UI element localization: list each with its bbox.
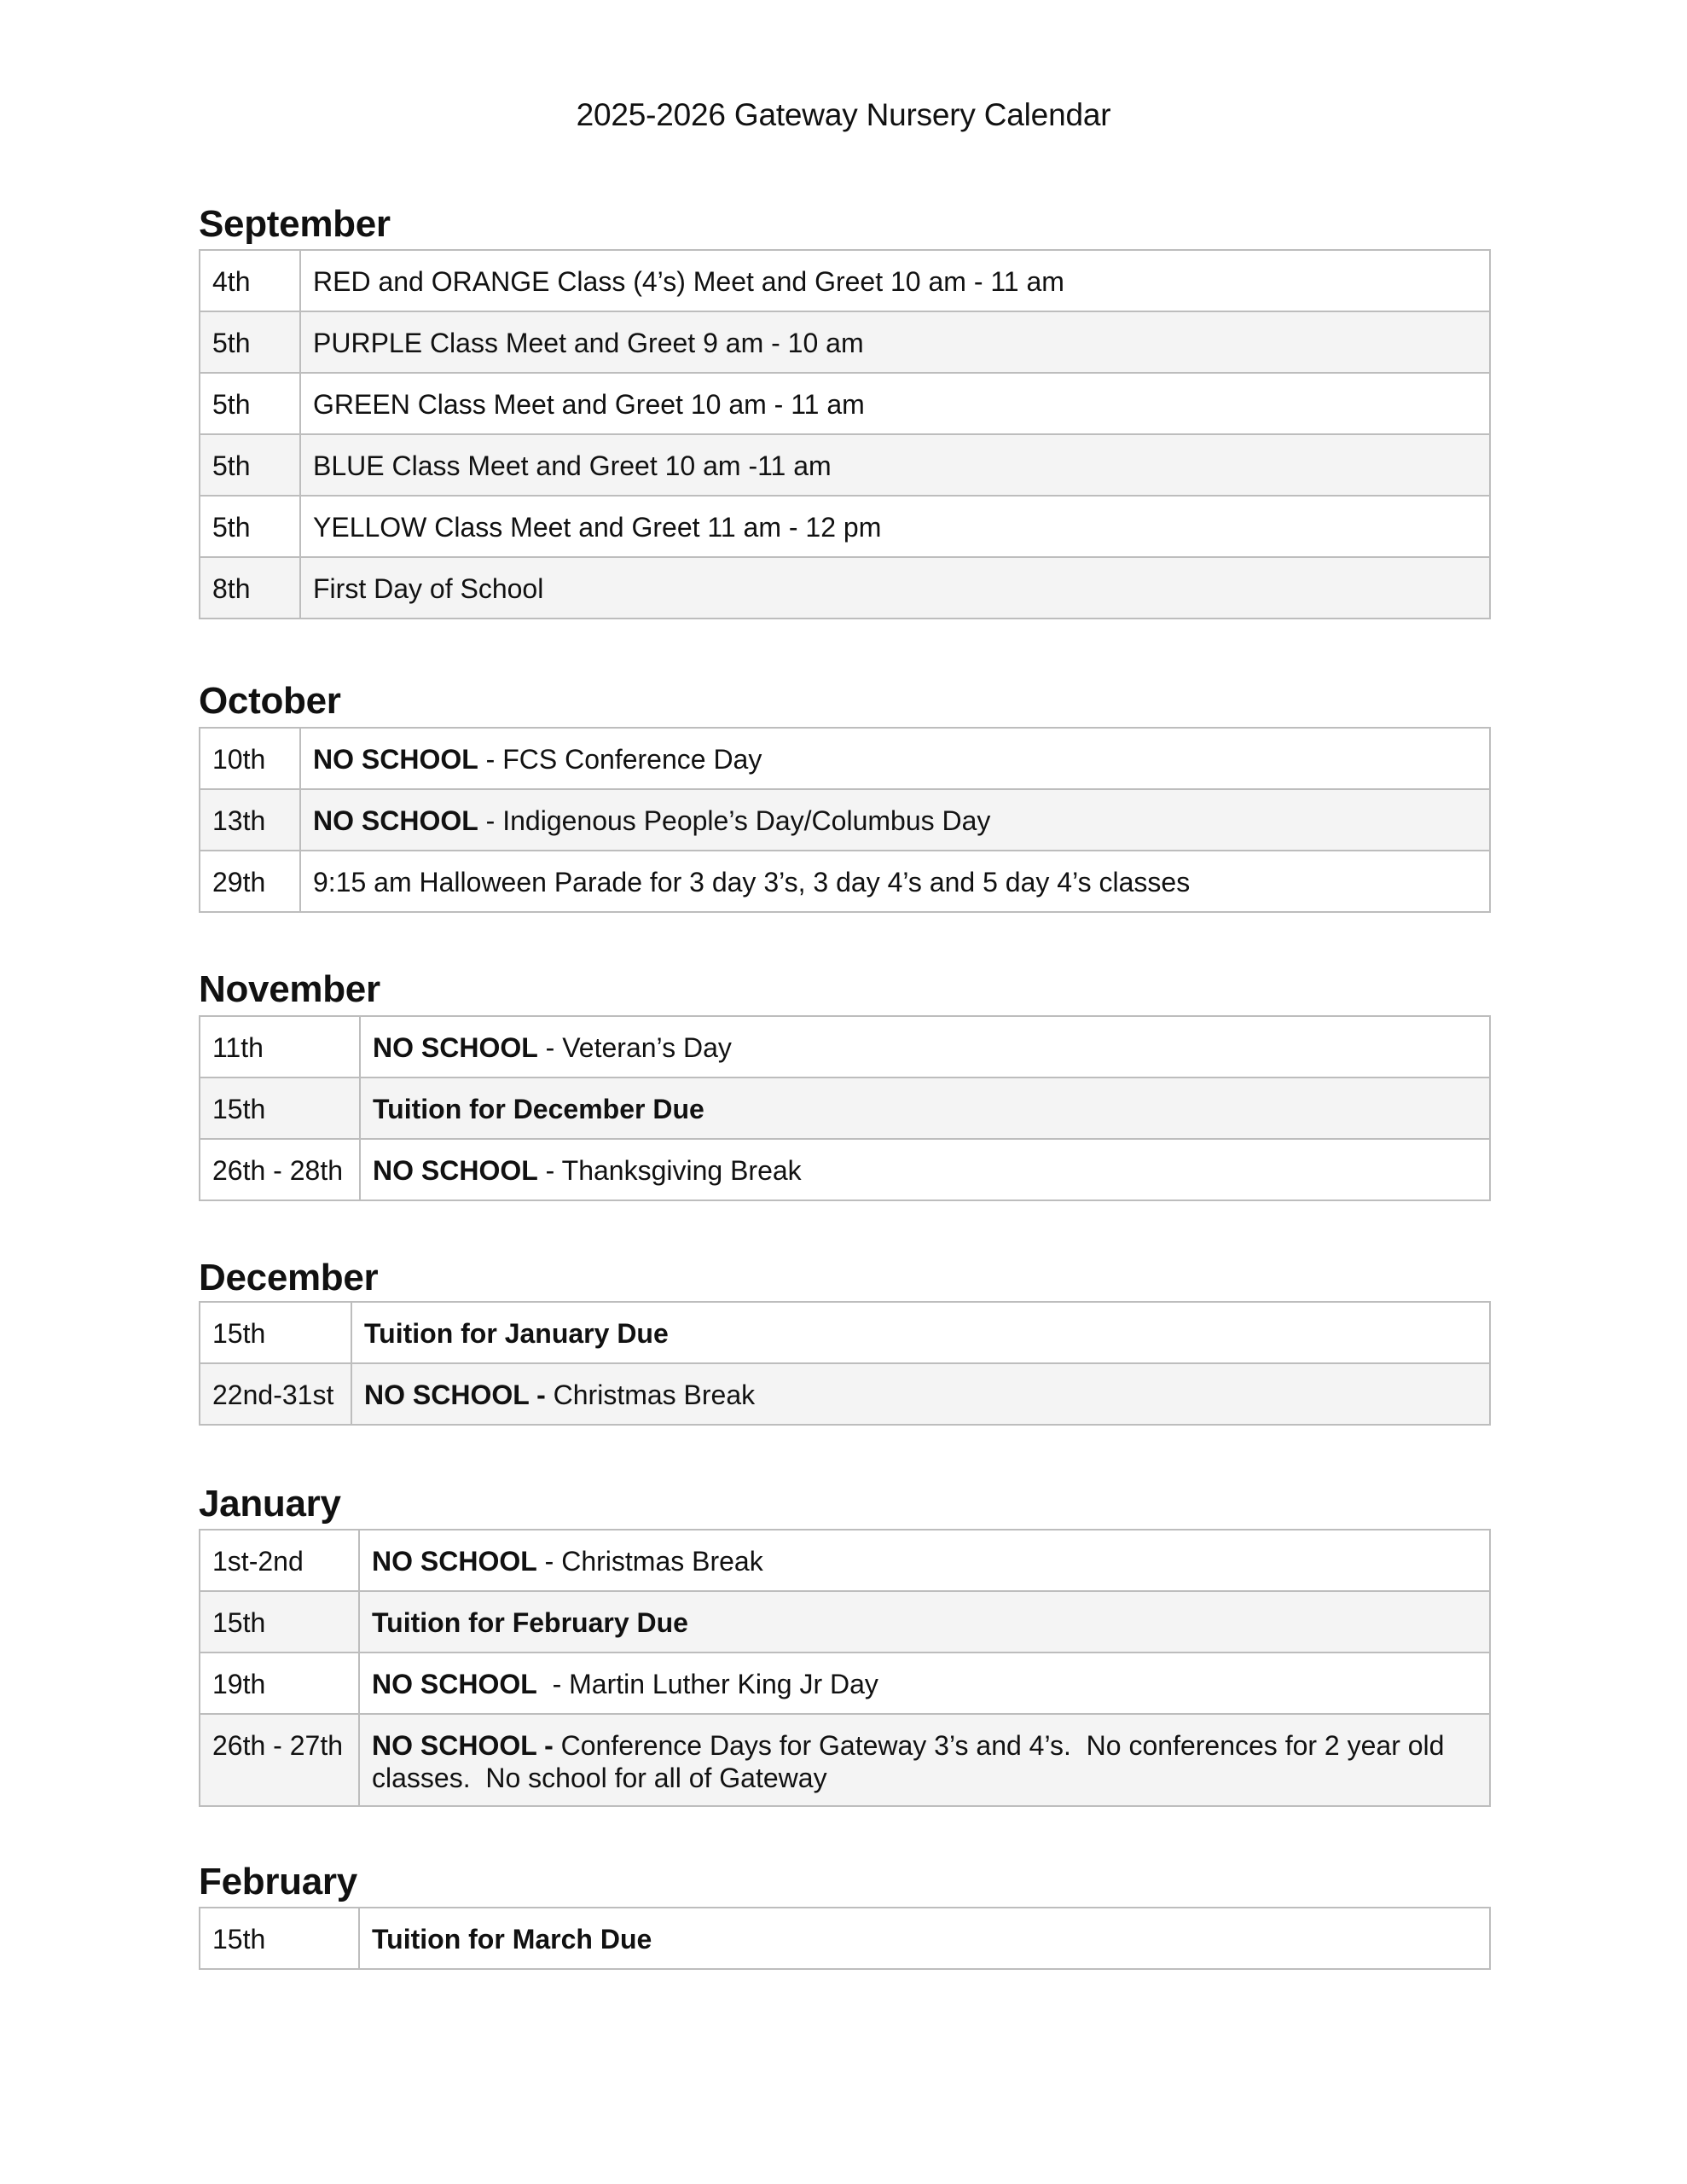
event-description xyxy=(373,1017,1477,1075)
event-bold-text: Tuition for December Due xyxy=(373,1094,704,1124)
event-date: 8th xyxy=(212,573,251,604)
event-description xyxy=(364,1303,1477,1361)
table-row xyxy=(200,789,1490,851)
event-date: 29th xyxy=(212,867,266,897)
event-description xyxy=(313,497,1477,555)
table-row xyxy=(200,728,1490,789)
page-title: 2025-2026 Gateway Nursery Calendar xyxy=(576,97,1111,132)
month-february xyxy=(199,1861,1491,1955)
table-row xyxy=(200,250,1490,311)
table-row xyxy=(200,1653,1490,1714)
table-row xyxy=(200,1139,1490,1200)
event-date: 13th xyxy=(212,805,266,836)
event-description xyxy=(313,374,1477,432)
event-text: - Indigenous People’s Day/Columbus Day xyxy=(478,805,991,836)
event-text: First Day of School xyxy=(313,573,544,604)
event-description xyxy=(313,790,1477,848)
table-row xyxy=(200,851,1490,912)
table-row xyxy=(200,1363,1490,1425)
event-bold-text: NO SCHOOL - xyxy=(372,1730,554,1761)
table-row xyxy=(200,1591,1490,1653)
event-bold-text: NO SCHOOL xyxy=(372,1546,537,1577)
event-date: 5th xyxy=(212,328,251,358)
month-heading: December xyxy=(199,1257,379,1298)
event-description xyxy=(313,435,1477,493)
event-description xyxy=(313,729,1477,787)
event-text: RED and ORANGE Class (4’s) Meet and Greet 10 am - 11 am xyxy=(313,266,1064,297)
event-date: 5th xyxy=(212,389,251,420)
event-bold-text: NO SCHOOL xyxy=(373,1155,538,1186)
event-bold-text: NO SCHOOL xyxy=(313,744,478,775)
event-date: 15th xyxy=(212,1607,266,1638)
event-text: BLUE Class Meet and Greet 10 am -11 am xyxy=(313,450,832,481)
events-table xyxy=(199,249,1491,619)
events-table xyxy=(199,1015,1491,1201)
event-bold-text: NO SCHOOL xyxy=(313,805,478,836)
event-date: 10th xyxy=(212,744,266,775)
events-table xyxy=(199,1301,1491,1426)
event-date: 5th xyxy=(212,512,251,543)
event-date: 11th xyxy=(212,1032,264,1063)
table-row xyxy=(200,373,1490,434)
event-date: 26th - 27th xyxy=(212,1730,343,1761)
event-date: 15th xyxy=(212,1924,266,1955)
event-description xyxy=(313,558,1477,616)
event-text: GREEN Class Meet and Greet 10 am - 11 am xyxy=(313,389,865,420)
event-text: - Veteran’s Day xyxy=(537,1032,732,1063)
event-description xyxy=(372,1653,1477,1711)
event-date: 19th xyxy=(212,1669,266,1699)
month-october xyxy=(199,680,1491,897)
event-text: 9:15 am Halloween Parade for 3 day 3’s, 3 day 4’s and 5 day 4’s classes xyxy=(313,867,1191,897)
event-bold-text: Tuition for March Due xyxy=(372,1924,652,1955)
month-heading: February xyxy=(199,1861,357,1902)
events-table xyxy=(199,1907,1491,1970)
event-date: 15th xyxy=(212,1094,266,1124)
event-description xyxy=(372,1592,1477,1650)
event-text: Conference Days for Gateway 3’s and 4’s. No conferences for 2 year old classes. No school for all of Gateway xyxy=(372,1730,1452,1793)
event-date: 4th xyxy=(212,266,251,297)
event-date: 5th xyxy=(212,450,251,481)
month-heading: September xyxy=(199,203,391,245)
events-table xyxy=(199,1529,1491,1807)
event-date: 26th - 28th xyxy=(212,1155,343,1186)
month-heading: November xyxy=(199,968,380,1010)
event-description xyxy=(364,1364,1477,1422)
table-row xyxy=(200,434,1490,496)
events-table xyxy=(199,727,1491,913)
event-bold-text: NO SCHOOL - xyxy=(364,1380,546,1410)
event-text: YELLOW Class Meet and Greet 11 am - 12 pm xyxy=(313,512,882,543)
event-description xyxy=(372,1908,1477,1966)
event-text: - Christmas Break xyxy=(536,1546,763,1577)
month-december xyxy=(199,1257,1491,1410)
event-description xyxy=(313,312,1477,370)
event-text: Christmas Break xyxy=(545,1380,756,1410)
event-date: 1st-2nd xyxy=(212,1546,304,1577)
event-text: - Thanksgiving Break xyxy=(537,1155,802,1186)
event-bold-text: NO SCHOOL xyxy=(372,1669,537,1699)
month-september xyxy=(199,203,1491,604)
event-date: 15th xyxy=(212,1318,266,1349)
table-row xyxy=(200,311,1490,373)
event-bold-text: NO SCHOOL xyxy=(373,1032,538,1063)
table-row xyxy=(200,1077,1490,1139)
table-row xyxy=(200,1714,1490,1806)
event-bold-text: Tuition for February Due xyxy=(372,1607,688,1638)
event-description xyxy=(372,1715,1477,1805)
event-description xyxy=(313,851,1477,909)
month-heading: October xyxy=(199,680,341,722)
month-november xyxy=(199,968,1491,1186)
event-description xyxy=(373,1140,1477,1198)
table-row xyxy=(200,496,1490,557)
month-heading: January xyxy=(199,1483,341,1525)
event-description xyxy=(373,1078,1477,1136)
table-row xyxy=(200,557,1490,619)
month-january xyxy=(199,1483,1491,1793)
table-row xyxy=(200,1016,1490,1077)
table-row xyxy=(200,1908,1490,1969)
event-description xyxy=(372,1531,1477,1589)
event-date: 22nd-31st xyxy=(212,1380,334,1410)
event-bold-text: Tuition for January Due xyxy=(364,1318,669,1349)
table-row xyxy=(200,1530,1490,1591)
event-text: - Martin Luther King Jr Day xyxy=(536,1669,878,1699)
event-text: PURPLE Class Meet and Greet 9 am - 10 am xyxy=(313,328,864,358)
event-description xyxy=(313,251,1477,309)
table-row xyxy=(200,1302,1490,1363)
event-text: - FCS Conference Day xyxy=(478,744,762,775)
